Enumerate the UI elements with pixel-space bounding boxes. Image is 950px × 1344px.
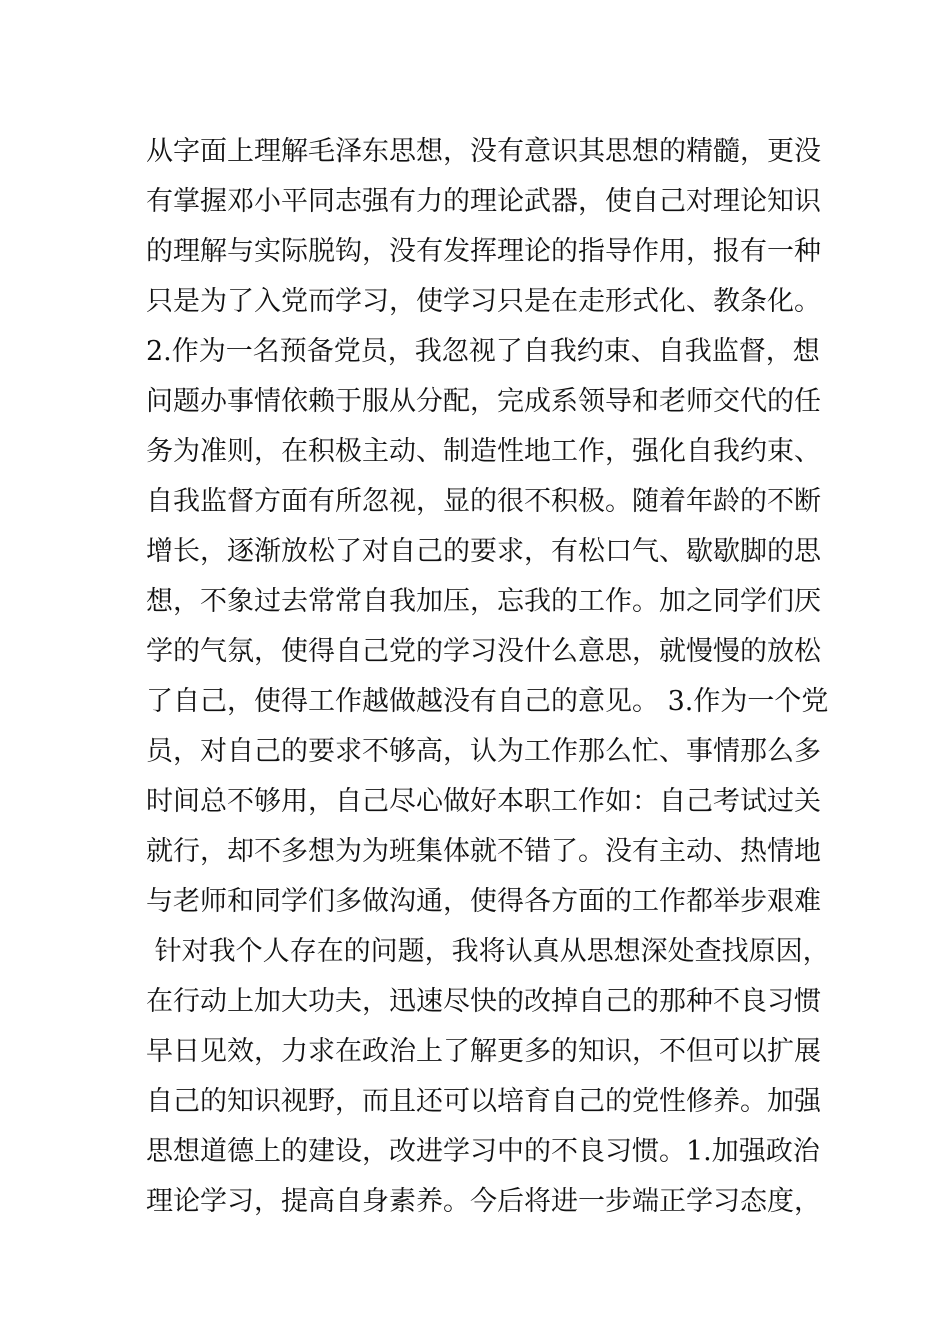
text-line: 与老师和同学们多做沟通，使得各方面的工作都举步艰难: [146, 886, 821, 917]
text-line: 增长，逐渐放松了对自己的要求，有松口气、歇歇脚的思: [146, 536, 821, 567]
text-line: 有掌握邓小平同志强有力的理论武器，使自己对理论知识: [146, 186, 821, 217]
text-line: 就行，却不多想为为班集体就不错了。没有主动、热情地: [146, 836, 821, 867]
text-line: 务为准则，在积极主动、制造性地工作，强化自我约束、: [146, 436, 821, 467]
text-line: 的理解与实际脱钩，没有发挥理论的指导作用，报有一种: [146, 236, 821, 267]
text-line: 问题办事情依赖于服从分配，完成系领导和老师交代的任: [146, 386, 821, 417]
body-text: [146, 127, 846, 1227]
text-line: 员，对自己的要求不够高，认为工作那么忙、事情那么多: [146, 736, 821, 767]
text-line: 自我监督方面有所忽视，显的很不积极。随着年龄的不断: [146, 486, 821, 517]
text-line: 自己的知识视野，而且还可以培育自己的党性修养。加强: [146, 1086, 821, 1117]
text-line: 理论学习，提高自身素养。今后将进一步端正学习态度，: [146, 1186, 821, 1217]
text-line: 思想道德上的建设，改进学习中的不良习惯。1.加强政治: [146, 1136, 820, 1167]
text-line: 学的气氛，使得自己党的学习没什么意思，就慢慢的放松: [146, 636, 821, 667]
text-line: 了自己，使得工作越做越没有自己的意见。 3.作为一个党: [146, 686, 829, 717]
text-line: 从字面上理解毛泽东思想，没有意识其思想的精髓，更没: [146, 136, 821, 167]
text-line: 时间总不够用，自己尽心做好本职工作如：自己考试过关: [146, 786, 821, 817]
text-line: 在行动上加大功夫，迅速尽快的改掉自己的那种不良习惯: [146, 986, 821, 1017]
text-line: 2.作为一名预备党员，我忽视了自我约束、自我监督，想: [146, 336, 820, 367]
text-line: 针对我个人存在的问题，我将认真从思想深处查找原因，: [146, 936, 830, 967]
text-line: 只是为了入党而学习，使学习只是在走形式化、教条化。: [146, 286, 821, 317]
text-line: 早日见效，力求在政治上了解更多的知识，不但可以扩展: [146, 1036, 821, 1067]
text-line: 想，不象过去常常自我加压，忘我的工作。加之同学们厌: [146, 586, 821, 617]
